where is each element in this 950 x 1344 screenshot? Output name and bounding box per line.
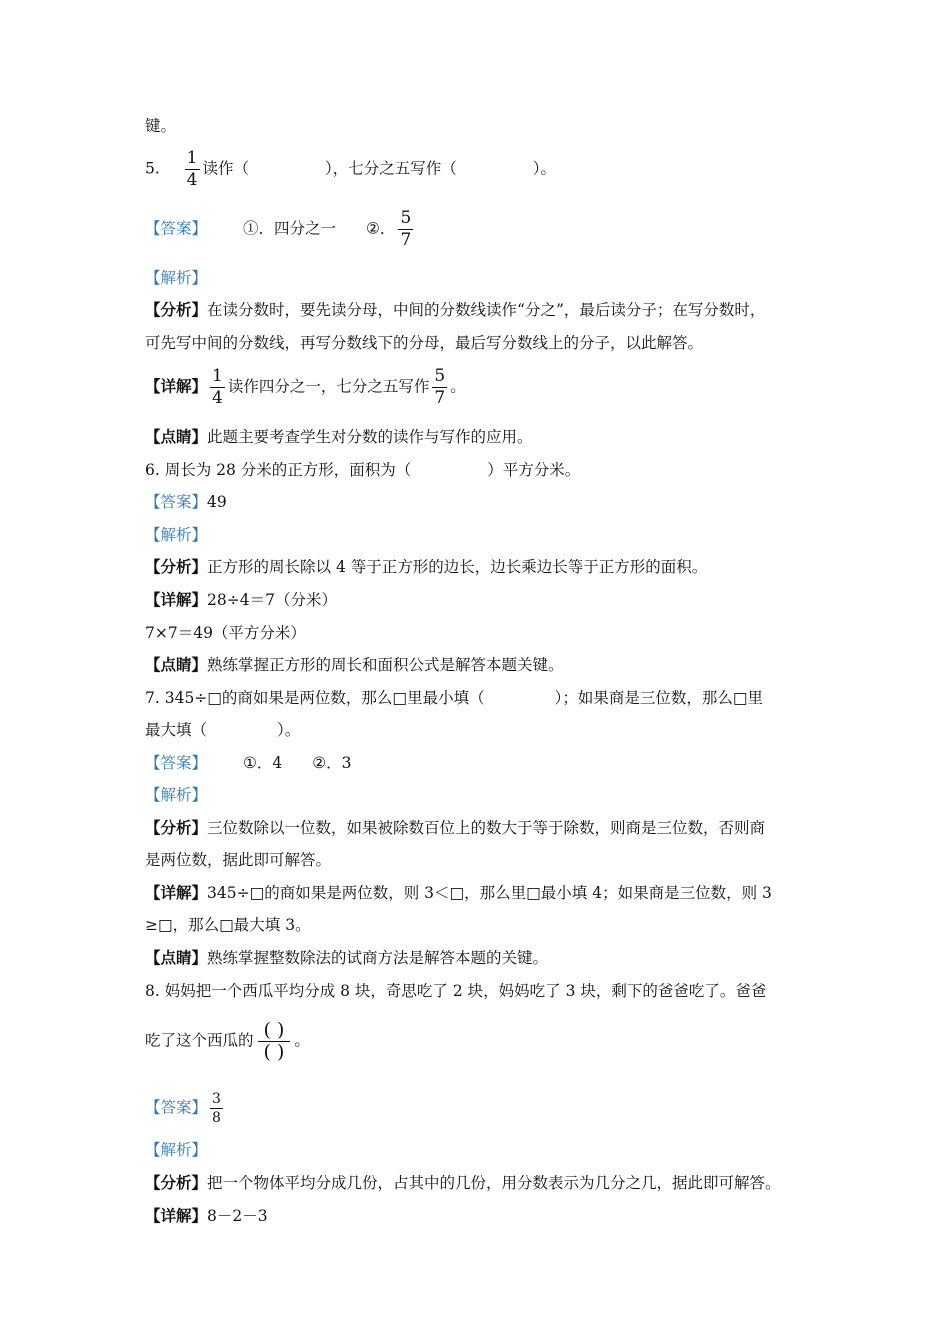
detail-line: 【详解】28÷4＝7（分米）	[145, 590, 337, 609]
fraction: $\frac{1}{4}$	[186, 148, 198, 190]
answer-line: 【答案】 ①．4 ②．3	[145, 754, 352, 772]
detail-line: 【详解】8－2－3	[145, 1206, 268, 1225]
fraction: $\frac{5}{7}$	[434, 366, 446, 408]
section-tag-jiexi: 【解析】	[145, 1141, 208, 1159]
answer-line: 【答案】49	[145, 493, 227, 511]
question-7: 7. 345÷□的商如果是两位数，那么□里最小填（ ）；如果商是三位数，那么□里	[145, 689, 763, 707]
detail-line: ≥□，那么□最大填 3。	[145, 916, 311, 934]
analysis-line: 可先写中间的分数线，再写分数线下的分母，最后写分数线上的分子，以此解答。	[145, 334, 704, 352]
detail-line: 【详解】 $\frac{1}{4}$ 读作四分之一，七分之五写作 $\frac{5}{7}$ 。	[145, 366, 466, 408]
analysis-line: 【分析】把一个物体平均分成几份，占其中的几份，用分数表示为几分之几，据此即可解答。	[145, 1173, 781, 1192]
key-point-line: 【点睛】熟练掌握正方形的周长和面积公式是解答本题关键。	[145, 655, 564, 674]
blank-fraction: ( ) ( )	[258, 1020, 291, 1063]
answer-line: 【答案】 ①．四分之一 ②． $\frac{5}{7}$	[145, 208, 412, 250]
question-5: 5. $\frac{1}{4}$ 读作（ ），七分之五写作（ ）。	[145, 148, 557, 190]
fraction: $\frac{1}{4}$	[212, 366, 223, 408]
fraction: $\frac{3}{8}$	[212, 1091, 221, 1126]
key-point-line: 【点睛】熟练掌握整数除法的试商方法是解答本题的关键。	[145, 948, 549, 967]
key-point-line: 【点睛】此题主要考查学生对分数的读作与写作的应用。	[145, 427, 533, 446]
question-8: 吃了这个西瓜的 ( ) ( ) 。	[145, 1019, 310, 1063]
section-tag-jiexi: 【解析】	[145, 269, 208, 287]
question-8: 8. 妈妈把一个西瓜平均分成 8 块，奇思吃了 2 块，妈妈吃了 3 块，剩下的爸爸吃了。爸爸	[145, 982, 767, 1000]
question-6: 6. 周长为 28 分米的正方形，面积为（ ）平方分米。	[145, 461, 581, 479]
fraction: $\frac{5}{7}$	[400, 208, 412, 250]
analysis-line: 是两位数，据此即可解答。	[145, 851, 332, 869]
answer-line: 【答案】 $\frac{3}{8}$	[145, 1091, 221, 1126]
analysis-line: 【分析】在读分数时，要先读分母，中间的分数线读作“分之”，最后读分子；在写分数时，	[145, 300, 766, 319]
analysis-line: 【分析】三位数除以一位数，如果被除数百位上的数大于等于除数，则商是三位数，否则商	[145, 818, 766, 837]
section-tag-jiexi: 【解析】	[145, 526, 208, 544]
section-tag-jiexi: 【解析】	[145, 786, 208, 804]
analysis-line: 【分析】正方形的周长除以 4 等于正方形的边长，边长乘边长等于正方形的面积。	[145, 557, 708, 576]
detail-line: 【详解】345÷□的商如果是两位数，则 3＜□，那么里□最小填 4；如果商是三位数，则 3	[145, 883, 772, 902]
text-line: 键。	[145, 117, 177, 135]
question-7: 最大填（ ）。	[145, 721, 301, 739]
detail-line: 7×7＝49（平方分米）	[145, 624, 306, 642]
